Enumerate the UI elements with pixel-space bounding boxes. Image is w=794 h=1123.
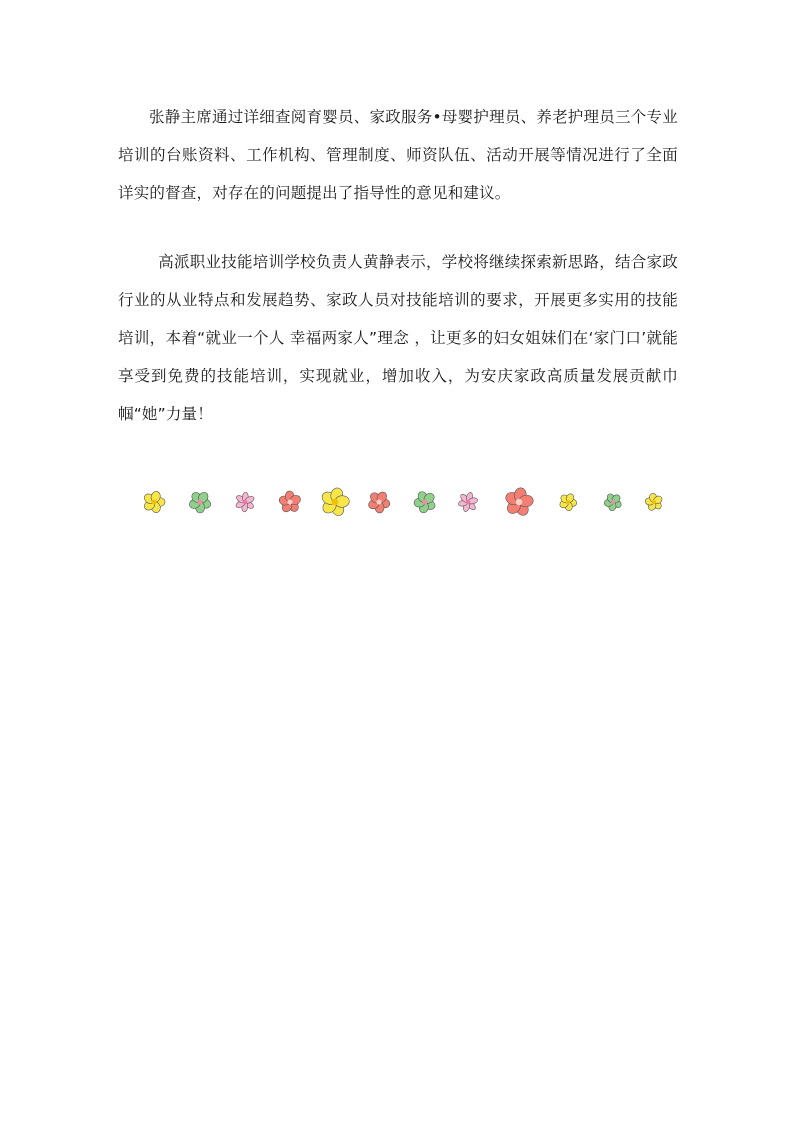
flower-center: [243, 500, 248, 505]
flower-center: [611, 500, 615, 504]
flower-icon: [188, 490, 212, 513]
paragraph-school-statement: 高派职业技能培训学校负责人黄静表示，学校将继续探索新思路，结合家政行业的从业特点和发展趋势、家政人员对技能培训的要求，开展更多实用的技能培训，本着“就业一个人 幸福两家人”理念 ，让更多的妇女姐妹们在‘家门口’就能享受到免费的技能培训，实现就业，增加收入，为安庆家政高质量发展贡献巾帼“她”力量！: [118, 253, 678, 423]
flower-icon: [504, 487, 534, 518]
flower-center: [152, 500, 157, 505]
flower-icon: [645, 493, 664, 512]
flower-icon: [414, 490, 437, 514]
flower-icon: [604, 493, 623, 512]
flower-row-svg: [138, 486, 668, 518]
flower-border-decoration: [138, 486, 668, 518]
flower-center: [566, 500, 570, 504]
flower-icon: [559, 493, 578, 512]
flower-center: [466, 500, 471, 505]
flower-icon: [278, 491, 302, 514]
flower-center: [377, 500, 382, 505]
flower-icon: [235, 492, 255, 512]
flower-icon: [367, 490, 391, 513]
flower-center: [288, 500, 293, 505]
flower-center: [516, 499, 523, 506]
flower-icon: [458, 492, 479, 513]
flower-center: [332, 499, 339, 506]
paragraph-inspection: 张静主席通过详细查阅育婴员、家政服务•母婴护理员、养老护理员三个专业培训的台账资料、工作机构、管理制度、师资队伍、活动开展等情况进行了全面详实的督查，对存在的问题提出了指导性的意见和建议。: [118, 108, 678, 202]
flower-icon: [142, 490, 165, 514]
flower-center: [652, 500, 656, 504]
flower-center: [423, 500, 428, 505]
flower-center: [198, 500, 203, 505]
flower-icon: [320, 487, 350, 518]
